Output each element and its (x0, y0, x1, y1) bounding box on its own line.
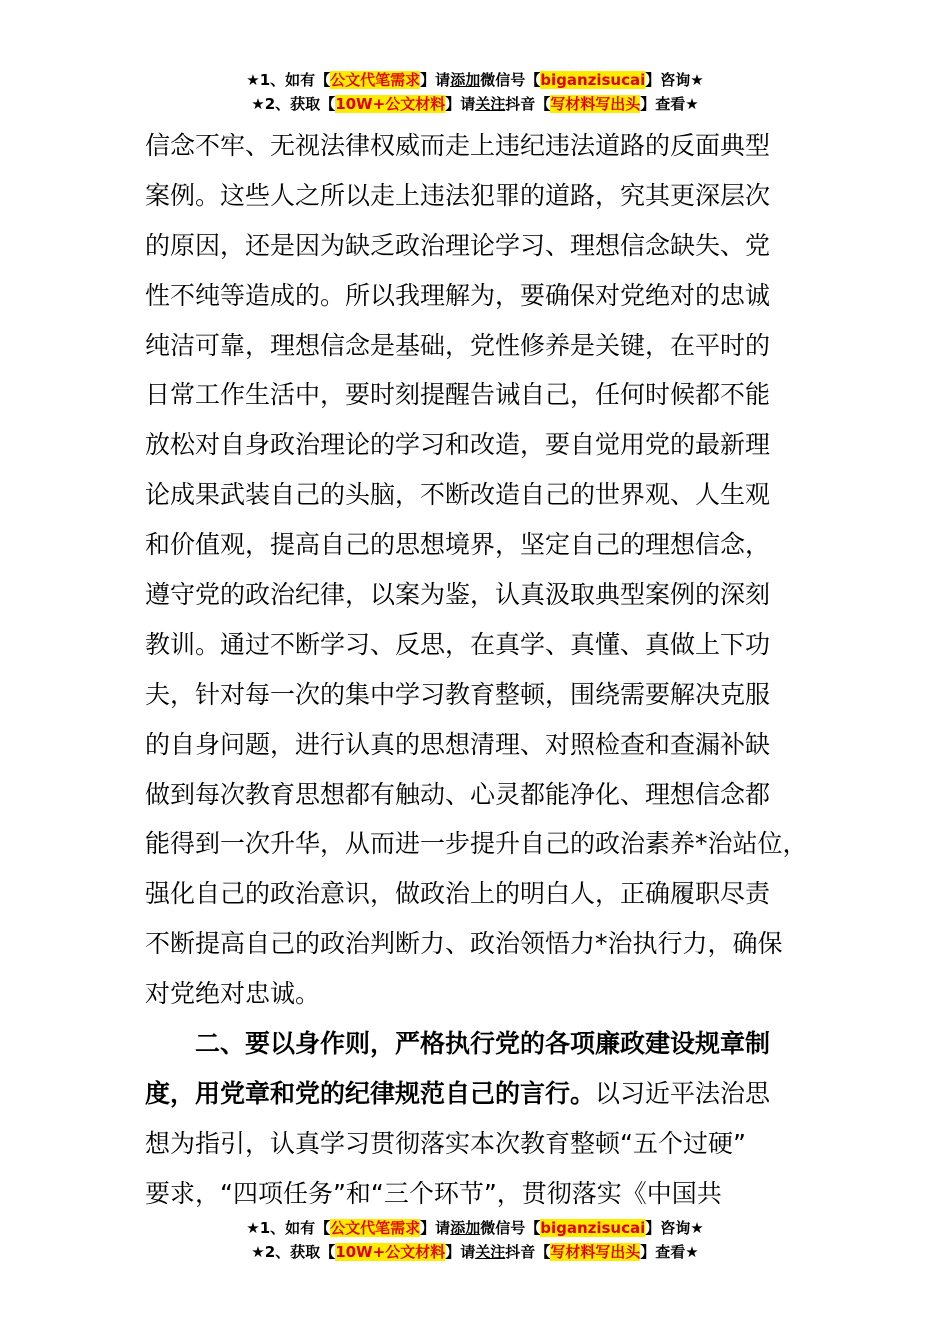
banner-wechat-id: biganzisucai (540, 71, 646, 89)
banner-text: 抖音【 (505, 95, 551, 113)
text-line: 信念不牢、无视法律权威而走上违纪违法道路的反面典型 (145, 131, 771, 160)
banner-text: ★1、如有【 (246, 71, 331, 89)
text-line: 做到每次教育思想都有触动、心灵都能净化、理想信念都 (145, 779, 771, 809)
text-line: 教训。通过不断学习、反思，在真学、真懂、真做上下功 (145, 629, 771, 659)
banner-line-1 (0, 68, 950, 92)
banner-text: 】查看★ (640, 95, 699, 113)
text-line: 案例。这些人之所以走上违法犯罪的道路，究其更深层次 (145, 180, 771, 210)
text-line: 的原因，还是因为缺乏政治理论学习、理想信念缺失、党 (145, 230, 771, 260)
banner-line-2 (0, 1240, 950, 1264)
text-line: 放松对自身政治理论的学习和改造，要自觉用党的最新理 (145, 430, 771, 460)
banner-text: ★2、获取【 (251, 1243, 336, 1261)
text-line: 遵守党的政治纪律，以案为鉴，认真汲取典型案例的深刻 (145, 580, 771, 610)
text-line: 和价值观，提高自己的思想境界，坚定自己的理想信念， (145, 530, 771, 560)
text-line: 论成果武装自己的头脑，不断改造自己的世界观、人生观 (145, 480, 771, 510)
banner-underlined: 关注 (475, 1243, 506, 1261)
document-body (145, 121, 835, 1219)
text-line: 性不纯等造成的。所以我理解为，要确保对党绝对的忠诚 (145, 280, 771, 310)
banner-text: 】咨询★ (645, 1219, 704, 1237)
banner-text: ★2、获取【 (251, 95, 336, 113)
section-heading: 二、要以身作则，严格执行党的各项廉政建设规章制 (195, 1029, 771, 1059)
text-line: 夫，针对每一次的集中学习教育整顿，围绕需要解决克服 (145, 679, 771, 709)
banner-underlined: 添加 (450, 1219, 481, 1237)
text-line: 日常工作生活中，要时刻提醒告诫自己，任何时候都不能 (145, 380, 771, 410)
text-line: 对党绝对忠诚。 (145, 979, 321, 1009)
banner-text: 】请 (420, 71, 451, 89)
banner-text: 】查看★ (640, 1243, 699, 1261)
paragraph-1 (145, 121, 835, 1019)
banner-text: 微信号【 (480, 1219, 541, 1237)
banner-line-1 (0, 1216, 950, 1240)
banner-text: 】请 (420, 1219, 451, 1237)
banner-line-2 (0, 92, 950, 116)
text-line: 的自身问题，进行认真的思想清理、对照检查和查漏补缺 (145, 729, 771, 759)
text-run: 以习近平法治思 (595, 1078, 771, 1108)
section-heading-cont: 度，用党章和党的纪律规范自己的言行。 (145, 1078, 596, 1108)
text-line: 不断提高自己的政治判断力、政治领悟力*治执行力，确保 (145, 929, 783, 959)
text-line: 强化自己的政治意识，做政治上的明白人，正确履职尽责 (145, 879, 771, 909)
banner-underlined: 添加 (450, 71, 481, 89)
footer-banner (0, 1216, 950, 1264)
banner-text: 】请 (445, 95, 476, 113)
banner-highlight: 写材料写出头 (550, 95, 641, 113)
text-line: 能得到一次升华，从而进一步提升自己的政治素养*治站位， (145, 829, 808, 859)
banner-highlight: 10W+公文材料 (335, 95, 446, 113)
banner-highlight: 写材料写出头 (550, 1243, 641, 1261)
banner-text: 】请 (445, 1243, 476, 1261)
banner-wechat-id: biganzisucai (540, 1219, 646, 1237)
paragraph-2 (145, 1019, 835, 1219)
banner-highlight: 公文代笔需求 (330, 1219, 421, 1237)
header-banner (0, 68, 950, 116)
text-line: 纯洁可靠，理想信念是基础，党性修养是关键，在平时的 (145, 330, 771, 360)
banner-text: 抖音【 (505, 1243, 551, 1261)
text-line (145, 1069, 835, 1119)
banner-text: 】咨询★ (645, 71, 704, 89)
banner-text: 微信号【 (480, 71, 541, 89)
banner-underlined: 关注 (475, 95, 506, 113)
text-line: 要求，“四项任务”和“三个环节”，贯彻落实《中国共 (145, 1178, 722, 1208)
banner-text: ★1、如有【 (246, 1219, 331, 1237)
text-line: 想为指引，认真学习贯彻落实本次教育整顿“五个过硬” (145, 1128, 746, 1158)
banner-highlight: 公文代笔需求 (330, 71, 421, 89)
banner-highlight: 10W+公文材料 (335, 1243, 446, 1261)
